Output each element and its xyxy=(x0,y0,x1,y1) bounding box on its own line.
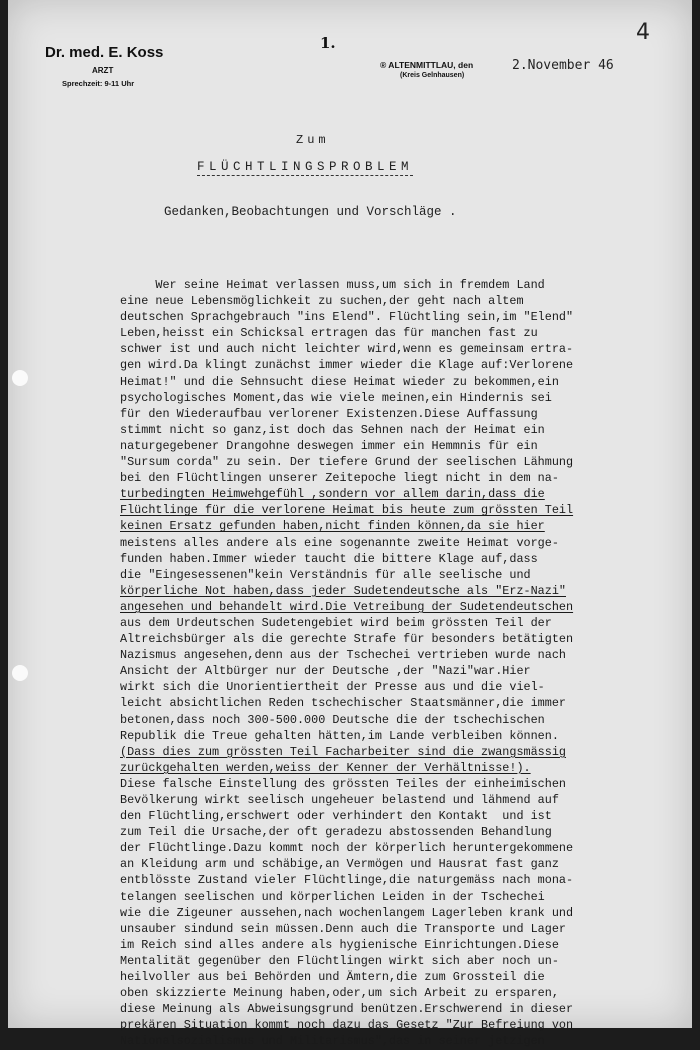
body-line: gen wird.Da klingt zunächst immer wieder die Klage auf:Verlorene xyxy=(120,358,574,373)
body-line: deutschen Sprachgebrauch "ins Elend". Flüchtling sein,im "Elend" xyxy=(120,310,574,325)
document-page xyxy=(8,0,692,1049)
body-line: Nazismus angesehen,denn aus der Tschechei vertrieben wurde nach xyxy=(120,648,566,663)
body-line: keinen Ersatz gefunden haben,nicht finden können,da sie hier xyxy=(120,519,545,534)
body-line: die "Eingesessenen"kein Verständnis für alle seelische und xyxy=(120,567,531,582)
punch-hole xyxy=(12,665,28,681)
punch-hole xyxy=(12,370,28,386)
body-line: Flüchtlinge für die verlorene Heimat bis heute zum grössten Teil xyxy=(120,503,574,518)
page-number: 1. xyxy=(320,34,336,52)
body-text xyxy=(120,277,696,1050)
body-line: angesehen und behandelt wird.Die Vetreibung der Sudetendeutschen xyxy=(120,599,574,614)
letterhead-name: Dr. med. E. Koss xyxy=(45,44,164,61)
body-line: unsauber sindund sein müssen.Denn auch die Transporte und Lager xyxy=(120,921,566,936)
body-line: Heimat!" und die Sehnsucht diese Heimat wieder zu bekommen,ein xyxy=(120,374,559,389)
body-line: heilvoller aus bei Behörden und Ämtern,die zum Grossteil die xyxy=(120,970,545,985)
body-line: zurückgehalten werden,weiss der Kenner der Verhältnisse!). xyxy=(120,760,531,775)
body-line: prekären Situation kommt noch dazu das Gesetz "Zur Befreiung von xyxy=(120,1018,574,1033)
body-line: aus dem Urdeutschen Sudetengebiet wird beim grössten Teil der xyxy=(120,615,552,630)
body-line: diese Meinung als Abweisungsgrund benützen.Erschwerend in dieser xyxy=(120,1002,574,1017)
body-line: Republik die Treue gehalten hätten,im Lande verbleiben können. xyxy=(120,728,559,743)
body-line: leicht absichtlichen Reden tschechischer Staatsmänner,die immer xyxy=(120,696,566,711)
body-line: oben skizzierte Meinung haben,oder,um sich Arbeit zu ersparen, xyxy=(120,986,559,1001)
heading-zum: Zum xyxy=(296,133,330,147)
body-line: der Flüchtlinge.Dazu kommt noch der körperlich heruntergekommene xyxy=(120,841,574,856)
body-line: im Reich sind alles andere als hygienische Einrichtungen.Diese xyxy=(120,937,559,952)
handwritten-corner-number: 4 xyxy=(636,20,650,45)
body-line: telangen seelischen und körperlichen Leiden in der Tschechei xyxy=(120,889,545,904)
body-line: funden haben.Immer wieder taucht die bittere Klage auf,dass xyxy=(120,551,538,566)
body-line: Altreichsbürger als die gerechte Strafe für besonders betätigten xyxy=(120,632,574,647)
letterhead-hours: Sprechzeit: 9-11 Uhr xyxy=(62,79,135,88)
body-line: bei den Flüchtlingen unserer Zeitepoche liegt nicht in dem na- xyxy=(120,471,559,486)
body-line: Wer seine Heimat verlassen muss,um sich in fremdem Land xyxy=(120,278,545,292)
body-line: den Flüchtling,erschwert oder verhindert den Kontakt und ist xyxy=(120,809,552,824)
body-line: wie die Zigeuner aussehen,nach wochenlangem Lagerleben krank und xyxy=(120,905,574,920)
body-line: psychologisches Moment,das wie viele meinen,ein Hindernis sei xyxy=(120,390,552,405)
body-line: zum Teil die Ursache,der oft geradezu abstossenden Behandlung xyxy=(120,825,552,840)
body-line: schwer ist und auch nicht leichter wird,wenn es gemeinsam ertra- xyxy=(120,342,574,357)
body-line: körperliche Not haben,dass jeder Sudetendeutsche als "Erz-Nazi" xyxy=(120,583,566,598)
heading-subtitle: Gedanken,Beobachtungen und Vorschläge . xyxy=(164,205,457,219)
body-line: Mentalität gegenüber den Flüchtlingen wirkt sich aber noch un- xyxy=(120,953,559,968)
letterhead-title: ARZT xyxy=(92,66,114,75)
body-line: Leben,heisst ein Schicksal ertragen das für manchen fast zu xyxy=(120,326,538,341)
body-line: "Sursum corda" zu sein. Der tiefere Grund der seelischen Lähmung xyxy=(120,455,574,470)
body-line: wirkt sich die Unorientiertheit der Presse aus und die viel- xyxy=(120,680,545,695)
letter-date: 2.November 46 xyxy=(512,58,614,73)
body-line: entblösste Zustand vieler Flüchtlinge,die naturgemäss nach mona- xyxy=(120,873,574,888)
body-line: Ansicht der Altbürger nur der Deutsche ,der "Nazi"war.Hier xyxy=(120,664,531,679)
body-line: eine neue Lebensmöglichkeit zu suchen,der geht nach altem xyxy=(120,294,524,309)
body-line: Diese falsche Einstellung des grössten Teiles der einheimischen xyxy=(120,776,566,791)
body-line: Nationalsozialismus und Militarismus",das in seiner jetzigen xyxy=(120,1034,545,1049)
letterhead-place: ® ALTENMITTLAU, den xyxy=(380,60,474,70)
body-line: Bevölkerung wirkt seelisch ungeheuer belastend und lähmend auf xyxy=(120,793,559,807)
body-line: turbedingten Heimwehgefühl ,sondern vor allem darin,dass die xyxy=(120,487,545,502)
body-line: an Kleidung arm und schäbige,an Vermögen und Hausrat fast ganz xyxy=(120,857,559,872)
body-line: (Dass dies zum grössten Teil Facharbeiter sind die zwangsmässig xyxy=(120,744,566,759)
body-line: meistens alles andere als eine sogenannte zweite Heimat vorge- xyxy=(120,535,559,550)
letterhead-district: (Kreis Gelnhausen) xyxy=(400,72,465,79)
body-line: betonen,dass noch 300-500.000 Deutsche die der tschechischen xyxy=(120,712,545,727)
body-line: für den Wiederaufbau verlorener Existenzen.Diese Auffassung xyxy=(120,406,538,421)
heading-title: FLÜCHTLINGSPROBLEM xyxy=(197,160,414,174)
body-line: naturgegebener Drangohne deswegen immer ein Hemmnis für ein xyxy=(120,438,538,453)
body-line: stimmt nicht so ganz,ist doch das Sehnen nach der Heimat ein xyxy=(120,422,545,437)
